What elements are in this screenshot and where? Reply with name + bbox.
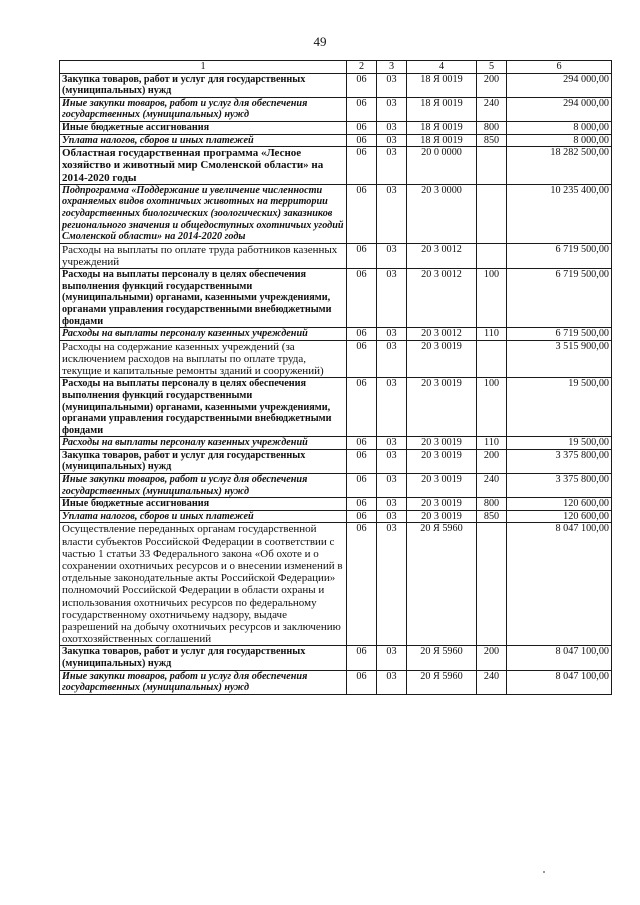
row-expense-type-cell: 850 [477, 510, 507, 523]
page-number: 49 [313, 34, 327, 49]
scan-speck [543, 871, 545, 873]
table-row [60, 184, 612, 243]
row-name-cell: Уплата налогов, сборов и иных платежей [60, 510, 347, 523]
budget-table [59, 60, 612, 695]
row-section-cell: 06 [347, 134, 377, 147]
table-row [60, 243, 612, 268]
table-row [60, 269, 612, 328]
row-expense-type-cell: 200 [477, 73, 507, 97]
row-amount-cell: 8 000,00 [507, 121, 612, 134]
table-row [60, 147, 612, 185]
row-subsection-cell: 03 [377, 269, 407, 328]
row-amount-cell: 6 719 500,00 [507, 243, 612, 268]
row-expense-type-cell: 200 [477, 449, 507, 473]
row-name-cell: Расходы на содержание казенных учреждений (за исключением расходов на выплаты по оплате труда, текущие и капитальные ремонты зданий и сооружений) [60, 340, 347, 378]
row-name-cell: Иные бюджетные ассигнования [60, 498, 347, 511]
col-header-amount: 6 [507, 61, 612, 74]
row-section-cell: 06 [347, 510, 377, 523]
row-target-article-cell: 18 Я 0019 [407, 73, 477, 97]
row-name-cell: Расходы на выплаты персоналу казенных учреждений [60, 328, 347, 341]
table-row [60, 73, 612, 97]
row-amount-cell: 18 282 500,00 [507, 147, 612, 185]
table-header-row [60, 61, 612, 74]
row-target-article-cell: 20 Я 5960 [407, 670, 477, 694]
row-subsection-cell: 03 [377, 73, 407, 97]
row-expense-type-cell [477, 243, 507, 268]
row-name-cell: Закупка товаров, работ и услуг для государственных (муниципальных) нужд [60, 73, 347, 97]
row-name-cell: Закупка товаров, работ и услуг для государственных (муниципальных) нужд [60, 449, 347, 473]
row-section-cell: 06 [347, 97, 377, 121]
row-name-cell: Иные бюджетные ассигнования [60, 121, 347, 134]
table-row [60, 97, 612, 121]
row-target-article-cell: 20 3 0012 [407, 328, 477, 341]
row-name-cell: Расходы на выплаты персоналу в целях обеспечения выполнения функций государственными (муниципальными) органами, казенными учреждениями, органами управления государственными внебюджетными фондами [60, 269, 347, 328]
row-amount-cell: 8 047 100,00 [507, 646, 612, 670]
row-amount-cell: 3 375 800,00 [507, 474, 612, 498]
row-amount-cell: 8 047 100,00 [507, 523, 612, 646]
row-target-article-cell: 20 3 0012 [407, 269, 477, 328]
table-row [60, 498, 612, 511]
row-expense-type-cell: 240 [477, 474, 507, 498]
row-target-article-cell: 18 Я 0019 [407, 134, 477, 147]
row-section-cell: 06 [347, 670, 377, 694]
row-amount-cell: 19 500,00 [507, 437, 612, 450]
row-subsection-cell: 03 [377, 437, 407, 450]
row-section-cell: 06 [347, 474, 377, 498]
row-expense-type-cell: 110 [477, 328, 507, 341]
row-section-cell: 06 [347, 73, 377, 97]
row-amount-cell: 3 515 900,00 [507, 340, 612, 378]
row-amount-cell: 120 600,00 [507, 510, 612, 523]
row-expense-type-cell: 240 [477, 670, 507, 694]
row-section-cell: 06 [347, 378, 377, 437]
row-subsection-cell: 03 [377, 498, 407, 511]
row-expense-type-cell: 240 [477, 97, 507, 121]
row-subsection-cell: 03 [377, 134, 407, 147]
row-section-cell: 06 [347, 184, 377, 243]
row-section-cell: 06 [347, 437, 377, 450]
row-expense-type-cell: 800 [477, 121, 507, 134]
row-target-article-cell: 20 0 0000 [407, 147, 477, 185]
row-target-article-cell: 20 3 0019 [407, 340, 477, 378]
row-section-cell: 06 [347, 340, 377, 378]
row-target-article-cell: 20 3 0019 [407, 437, 477, 450]
row-amount-cell: 19 500,00 [507, 378, 612, 437]
row-expense-type-cell [477, 184, 507, 243]
row-name-cell: Иные закупки товаров, работ и услуг для обеспечения государственных (муниципальных) нужд [60, 670, 347, 694]
row-subsection-cell: 03 [377, 340, 407, 378]
row-amount-cell: 8 000,00 [507, 134, 612, 147]
row-amount-cell: 6 719 500,00 [507, 269, 612, 328]
row-expense-type-cell [477, 147, 507, 185]
row-name-cell: Иные закупки товаров, работ и услуг для обеспечения государственных (муниципальных) нужд [60, 474, 347, 498]
table-row [60, 474, 612, 498]
row-subsection-cell: 03 [377, 147, 407, 185]
row-section-cell: 06 [347, 449, 377, 473]
row-target-article-cell: 20 3 0019 [407, 378, 477, 437]
row-target-article-cell: 20 3 0000 [407, 184, 477, 243]
row-target-article-cell: 20 Я 5960 [407, 523, 477, 646]
table-row [60, 134, 612, 147]
row-subsection-cell: 03 [377, 184, 407, 243]
row-amount-cell: 3 375 800,00 [507, 449, 612, 473]
row-expense-type-cell: 200 [477, 646, 507, 670]
table-row [60, 510, 612, 523]
row-subsection-cell: 03 [377, 646, 407, 670]
col-header-expense-type: 5 [477, 61, 507, 74]
row-name-cell: Иные закупки товаров, работ и услуг для обеспечения государственных (муниципальных) нужд [60, 97, 347, 121]
row-subsection-cell: 03 [377, 523, 407, 646]
row-expense-type-cell: 100 [477, 378, 507, 437]
row-name-cell: Закупка товаров, работ и услуг для государственных (муниципальных) нужд [60, 646, 347, 670]
row-name-cell: Подпрограмма «Поддержание и увеличение численности охраняемых видов охотничьих животных на территории государственных биологических (зоологических) заказников регионального значения и общедоступных охотничьих угодий Смоленской области» на 2014-2020 годы [60, 184, 347, 243]
row-section-cell: 06 [347, 269, 377, 328]
row-expense-type-cell: 100 [477, 269, 507, 328]
row-amount-cell: 10 235 400,00 [507, 184, 612, 243]
table-row [60, 121, 612, 134]
table-row [60, 437, 612, 450]
row-target-article-cell: 20 3 0012 [407, 243, 477, 268]
row-name-cell: Расходы на выплаты персоналу в целях обеспечения выполнения функций государственными (муниципальными) органами, казенными учреждениями, органами управления государственными внебюджетными фондами [60, 378, 347, 437]
row-target-article-cell: 20 3 0019 [407, 449, 477, 473]
table-row [60, 378, 612, 437]
row-target-article-cell: 18 Я 0019 [407, 121, 477, 134]
row-subsection-cell: 03 [377, 670, 407, 694]
col-header-name: 1 [60, 61, 347, 74]
row-name-cell: Расходы на выплаты по оплате труда работников казенных учреждений [60, 243, 347, 268]
row-subsection-cell: 03 [377, 121, 407, 134]
row-section-cell: 06 [347, 121, 377, 134]
row-subsection-cell: 03 [377, 378, 407, 437]
row-name-cell: Уплата налогов, сборов и иных платежей [60, 134, 347, 147]
row-expense-type-cell: 110 [477, 437, 507, 450]
table-row [60, 646, 612, 670]
table-row [60, 340, 612, 378]
table-row [60, 449, 612, 473]
table-row [60, 328, 612, 341]
row-name-cell: Областная государственная программа «Лесное хозяйство и животный мир Смоленской области» на 2014-2020 годы [60, 147, 347, 185]
row-expense-type-cell: 850 [477, 134, 507, 147]
row-section-cell: 06 [347, 646, 377, 670]
row-name-cell: Расходы на выплаты персоналу казенных учреждений [60, 437, 347, 450]
col-header-subsection: 3 [377, 61, 407, 74]
row-expense-type-cell [477, 340, 507, 378]
row-section-cell: 06 [347, 243, 377, 268]
table-row [60, 523, 612, 646]
row-subsection-cell: 03 [377, 243, 407, 268]
row-subsection-cell: 03 [377, 97, 407, 121]
row-subsection-cell: 03 [377, 474, 407, 498]
row-section-cell: 06 [347, 328, 377, 341]
col-header-section: 2 [347, 61, 377, 74]
row-section-cell: 06 [347, 523, 377, 646]
row-amount-cell: 120 600,00 [507, 498, 612, 511]
row-target-article-cell: 18 Я 0019 [407, 97, 477, 121]
row-expense-type-cell: 800 [477, 498, 507, 511]
table-row [60, 670, 612, 694]
row-subsection-cell: 03 [377, 449, 407, 473]
col-header-target-article: 4 [407, 61, 477, 74]
row-target-article-cell: 20 Я 5960 [407, 646, 477, 670]
table-body [60, 73, 612, 694]
row-subsection-cell: 03 [377, 510, 407, 523]
row-section-cell: 06 [347, 498, 377, 511]
row-target-article-cell: 20 3 0019 [407, 474, 477, 498]
row-subsection-cell: 03 [377, 328, 407, 341]
row-amount-cell: 294 000,00 [507, 97, 612, 121]
row-target-article-cell: 20 3 0019 [407, 498, 477, 511]
row-section-cell: 06 [347, 147, 377, 185]
row-expense-type-cell [477, 523, 507, 646]
row-amount-cell: 8 047 100,00 [507, 670, 612, 694]
row-amount-cell: 6 719 500,00 [507, 328, 612, 341]
row-amount-cell: 294 000,00 [507, 73, 612, 97]
row-name-cell: Осуществление переданных органам государственной власти субъектов Российской Федерации в соответствии с частью 1 статьи 33 Федерального закона «Об охоте и о сохранении охотничьих ресурсов и о внесении изменений в отдельные законодательные акты Российской Федерации» полномочий Российской Федерации в области охраны и использования охотничьих ресурсов по федеральному государственному охотничьему надзору, выдаче разрешений на добычу охотничьих ресурсов и заключению охотхозяйственных соглашений [60, 523, 347, 646]
row-target-article-cell: 20 3 0019 [407, 510, 477, 523]
